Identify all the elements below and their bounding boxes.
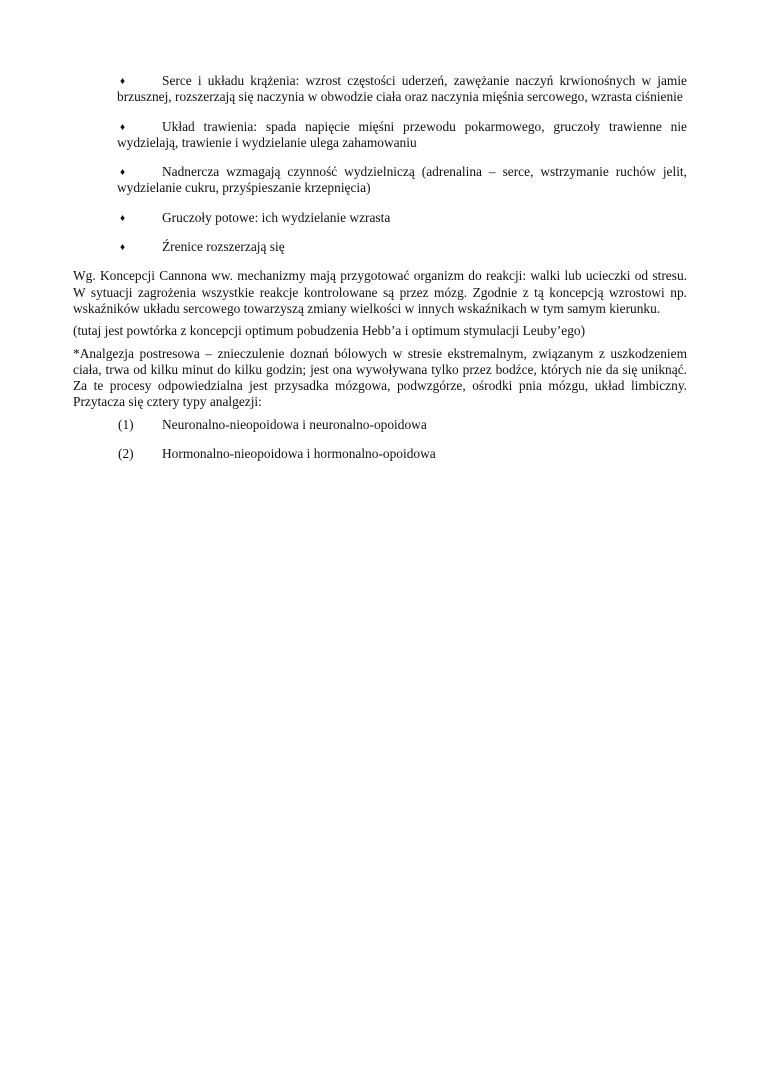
- bullet-text: Nadnercza wzmagają czynność wydzielniczą (adrenalina – serce, wstrzymanie ruchów jelit, wydzielanie cukru, przyśpieszanie krzepnięcia): [117, 164, 687, 196]
- bullet-item-adrenal: [73, 164, 687, 197]
- bullet-text: Gruczoły potowe: ich wydzielanie wzrasta: [162, 209, 391, 225]
- bullet-text: Źrenice rozszerzają się: [162, 239, 285, 255]
- symptom-bullet-list: [73, 73, 687, 255]
- diamond-bullet-icon: ♦: [120, 121, 126, 133]
- item-text: Neuronalno-nieopoidowa i neuronalno-opoidowa: [162, 416, 427, 432]
- item-number: (1): [118, 416, 134, 432]
- diamond-bullet-icon: ♦: [120, 212, 126, 224]
- analgesia-numbered-list: [73, 417, 687, 463]
- numbered-item: [73, 446, 687, 462]
- numbered-item: [73, 417, 687, 433]
- bullet-item-digestion: [73, 119, 687, 152]
- paragraph-note: (tutaj jest powtórka z koncepcji optimum pobudzenia Hebb’a i optimum stymulacji Leuby’ego): [73, 323, 586, 339]
- bullet-text: Układ trawienia: spada napięcie mięśni przewodu pokarmowego, gruczoły trawienne nie wydzielają, trawienie i wydzielanie ulega zahamowaniu: [117, 118, 687, 150]
- diamond-bullet-icon: ♦: [120, 167, 126, 179]
- item-text: Hormonalno-nieopoidowa i hormonalno-opoidowa: [162, 446, 436, 462]
- bullet-text: Serce i układu krążenia: wzrost częstości uderzeń, zawężanie naczyń krwionośnych w jamie brzusznej, rozszerzają się naczynia w obwodzie ciała oraz naczynia mięśnia sercowego, wzrasta ciśnienie: [117, 73, 687, 105]
- bullet-item-sweat: [73, 210, 687, 226]
- paragraph-analgesia: *Analgezja postresowa – znieczulenie doznań bólowych w stresie ekstremalnym, związanym z uszkodzeniem ciała, trwa od kilku minut do kilku godzin; jest ona wywoływana tylko przez bodźce, których nie da się uniknąć. Za te procesy odpowiedzialna jest przysadka mózgowa, podwzgórze, ośrodki pnia mózgu, układ limbiczny. Przytacza się cztery typy analgezji:: [73, 345, 687, 410]
- paragraph-cannon: Wg. Koncepcji Cannona ww. mechanizmy mają przygotować organizm do reakcji: walki lub ucieczki od stresu. W sytuacji zagrożenia wszystkie reakcje kontrolowane są przez mózg. Zgodnie z tą koncepcją wzrostowi np. wskaźników układu sercowego towarzyszą zmiany wielkości w innych wskaźnikach w tym samym kierunku.: [73, 268, 687, 316]
- diamond-bullet-icon: ♦: [120, 242, 126, 254]
- diamond-bullet-icon: ♦: [120, 76, 126, 87]
- bullet-item-heart: [73, 73, 687, 106]
- bullet-item-pupils: [73, 239, 687, 255]
- document-body: [73, 73, 687, 475]
- item-number: (2): [118, 446, 134, 462]
